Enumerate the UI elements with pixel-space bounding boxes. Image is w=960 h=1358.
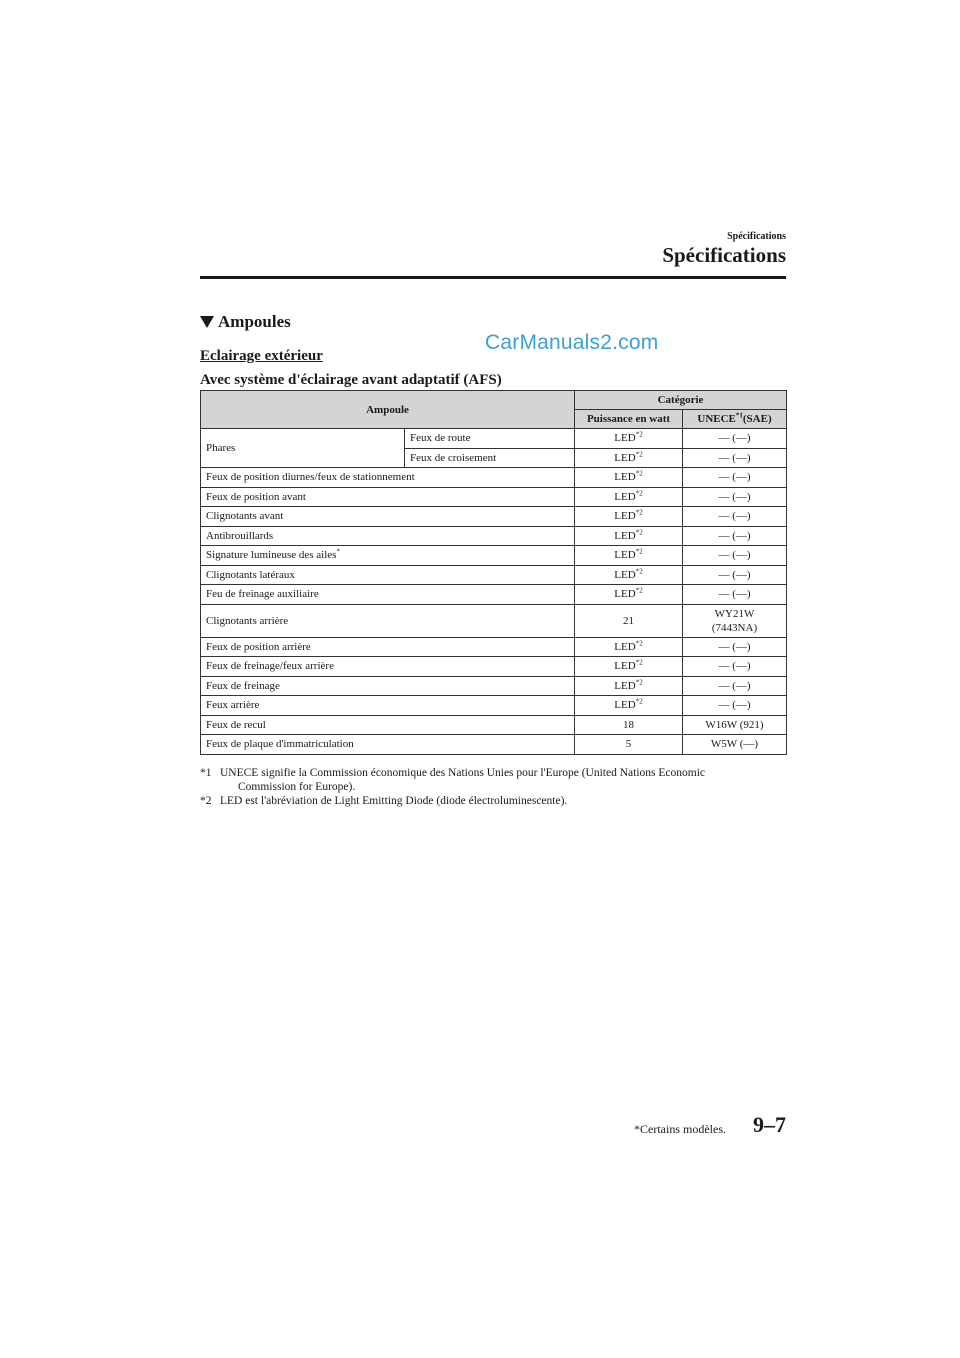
cell-bulb: Feux de position arrière [201,637,575,657]
cell-wattage: LED$^{*2}$ [575,487,683,507]
cell-category: — (—) [683,676,787,696]
cell-wattage: LED$^{*2}$ [575,657,683,677]
table-row [201,585,787,605]
cell-category: — (—) [683,507,787,527]
cell-bulb: Clignotants avant [201,507,575,527]
cell-category: — (—) [683,585,787,605]
chapter-header-title: Spécifications [662,243,786,267]
cell-bulb: Antibrouillards [201,526,575,546]
cell-category: — (—) [683,546,787,566]
cell-wattage: LED$^{*2}$ [575,696,683,716]
footnote-1: *1 UNECE signifie la Commission économique des Nations Unies pour l'Europe (United Nations Economic Commission for Europe). [200,767,705,793]
table-row [201,604,787,637]
cell-wattage: LED$^{*2}$ [575,546,683,566]
cell-bulb: Clignotants latéraux [201,565,575,585]
cell-bulb: Feux de position diurnes/feux de stationnement [201,468,575,488]
cell-wattage: LED$^{*2}$ [575,676,683,696]
cell-category: W5W (—) [683,735,787,755]
cell-wattage: LED$^{*2}$ [575,448,683,468]
cell-category: — (—) [683,565,787,585]
cell-wattage: LED$^{*2}$ [575,526,683,546]
cell-bulb: Feu de freinage auxiliaire [201,585,575,605]
header-bulb: Ampoule [201,391,575,429]
cell-category: W16W (921) [683,715,787,735]
section-heading [200,312,291,332]
cell-category: — (—) [683,696,787,716]
table-row [201,735,787,755]
cell-wattage: LED$^{*2}$ [575,585,683,605]
cell-wattage: LED$^{*2}$ [575,565,683,585]
cell-wattage: LED$^{*2}$ [575,507,683,527]
table-row [201,429,787,449]
cell-category: — (—) [683,429,787,449]
cell-wattage: 18 [575,715,683,735]
cell-wattage: 21 [575,604,683,637]
table-row [201,696,787,716]
table-row [201,507,787,527]
page-number: 9–7 [753,1112,786,1137]
cell-bulb: Signature lumineuse des ailes* [201,546,575,566]
table-row [201,715,787,735]
section-title: Ampoules [218,312,291,331]
table-row [201,676,787,696]
bulb-spec-table [200,390,787,755]
header-wattage: Puissance en watt [575,410,683,429]
table-row [201,487,787,507]
cell-category: — (—) [683,448,787,468]
chapter-header-small: Spécifications [727,231,786,242]
cell-bulb: Feux de recul [201,715,575,735]
footnotes [200,766,786,808]
cell-category: WY21W (7443NA) [683,604,787,637]
footnote-2: *2 LED est l'abréviation de Light Emitting Diode (diode électroluminescente). [200,795,568,807]
footer-note: *Certains modèles. [634,1122,726,1136]
triangle-down-icon [200,316,214,328]
cell-bulb: Feux de freinage/feux arrière [201,657,575,677]
cell-wattage: LED$^{*2}$ [575,637,683,657]
cell-category: — (—) [683,487,787,507]
cell-bulb: Feux de plaque d'immatriculation [201,735,575,755]
table-caption: Avec système d'éclairage avant adaptatif (AFS) [200,372,502,388]
cell-wattage: LED$^{*2}$ [575,468,683,488]
cell-category: — (—) [683,468,787,488]
cell-bulb: Feux de freinage [201,676,575,696]
table-row [201,546,787,566]
cell-category: — (—) [683,637,787,657]
table-row [201,637,787,657]
cell-bulb: Feux de position avant [201,487,575,507]
header-unece: UNECE$^{*1}$(SAE) [683,410,787,429]
watermark[interactable]: CarManuals2.com [485,331,659,354]
cell-bulb-group: Phares [201,429,405,468]
header-category: Catégorie [575,391,787,410]
cell-wattage: 5 [575,735,683,755]
table-row [201,468,787,488]
table-row [201,526,787,546]
cell-bulb-sub: Feux de route [405,429,575,449]
cell-category: — (—) [683,526,787,546]
cell-bulb-sub: Feux de croisement [405,448,575,468]
cell-category: — (—) [683,657,787,677]
header-rule [200,276,786,279]
table-row [201,657,787,677]
table-row [201,565,787,585]
cell-bulb: Clignotants arrière [201,604,575,637]
cell-bulb: Feux arrière [201,696,575,716]
cell-wattage: LED$^{*2}$ [575,429,683,449]
subsection-title: Eclairage extérieur [200,348,323,364]
